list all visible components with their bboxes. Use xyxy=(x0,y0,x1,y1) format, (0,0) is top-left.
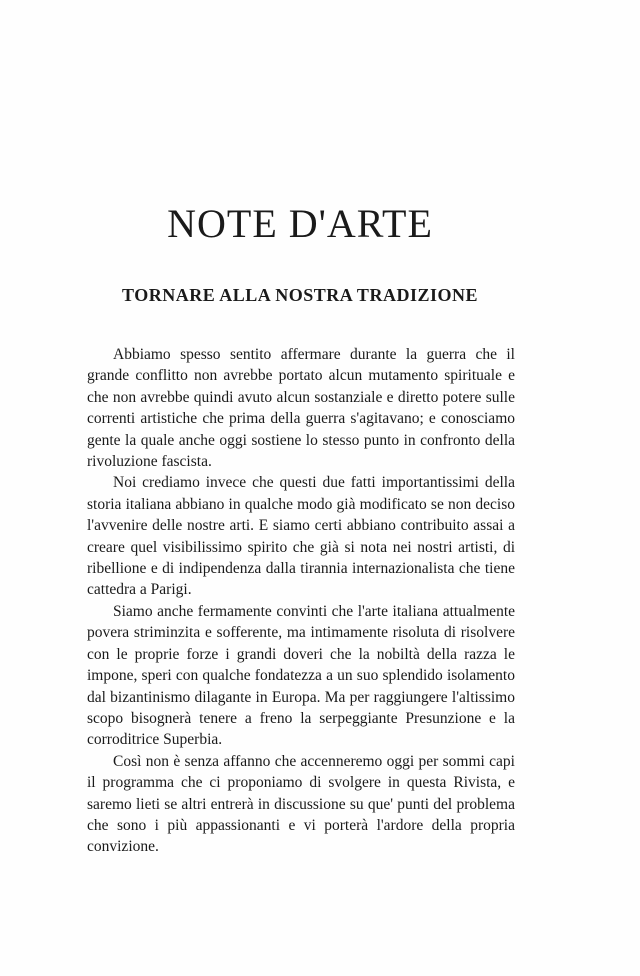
paragraph: Siamo anche fermamente convinti che l'arte italiana attualmente povera striminzita e sofferente, ma intimamente risoluta di risolvere con le proprie forze i grandi doveri che la nobiltà della razza le impone, speri con qualche fondatezza a un suo splendido isolamento dal bizantinismo dilagante in Europa. Ma per raggiungere l'altissimo scopo bisognerà tenere a freno la serpeggiante Presunzione e la corroditrice Superbia. xyxy=(87,602,515,749)
article-body xyxy=(87,344,515,858)
paragraph: Abbiamo spesso sentito affermare durante la guerra che il grande conflitto non avrebbe portato alcun mutamento spirituale e che non avrebbe quindi avuto alcun sostanziale e diretto potere sulle correnti artistiche che prima della guerra s'agitavano; e conosciamo gente la quale anche oggi sostiene lo stesso punto in confronto della rivoluzione fascista. xyxy=(87,346,515,471)
article-subtitle: TORNARE ALLA NOSTRA TRADIZIONE xyxy=(122,285,478,305)
page-title: NOTE D'ARTE xyxy=(167,201,433,246)
paragraph: Così non è senza affanno che accenneremo oggi per sommi capi il programma che ci proponiamo di svolgere in questa Rivista, e saremo lieti se altri entrerà in discussione su que' punti del problema che sono i più appassionanti e vi porterà l'ardore della propria convizione. xyxy=(87,752,515,856)
paragraph: Noi crediamo invece che questi due fatti importantissimi della storia italiana abbiano in qualche modo già modificato se non deciso l'avvenire delle nostre arti. E siamo certi abbiano contribuito assai a creare quel visibilissimo spirito che già si nota nei nostri artisti, di ribellione e di indipendenza dalla tirannia internazionalista che tiene cattedra a Parigi. xyxy=(87,474,515,599)
